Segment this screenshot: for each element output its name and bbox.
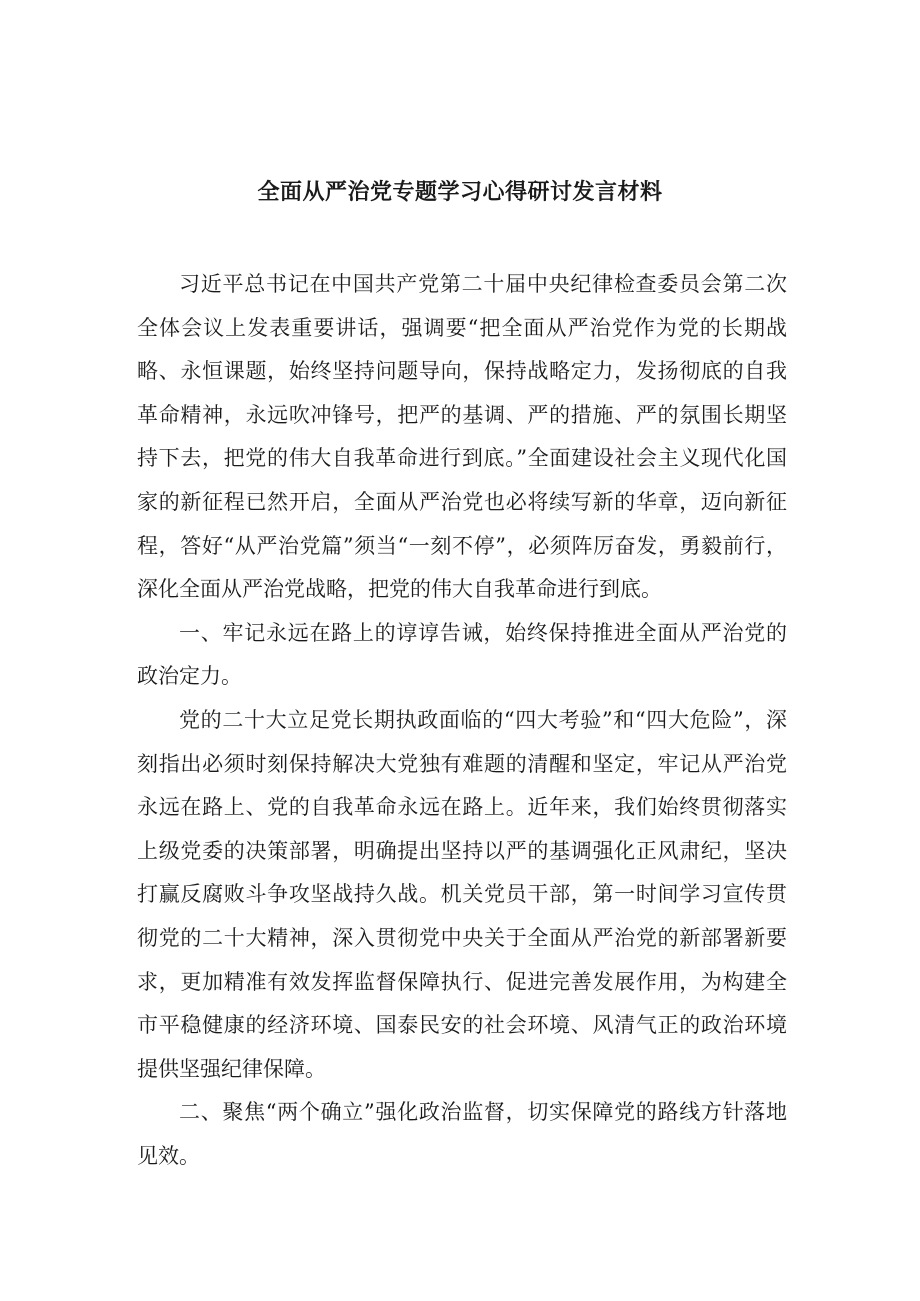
document-body	[137, 263, 787, 1178]
paragraph-section-one: 党的二十大立足党长期执政面临的“四大考验”和“四大危险”，深刻指出必须时刻保持解决大党独有难题的清醒和坚定，牢记从严治党永远在路上、党的自我革命永远在路上。近年来，我们始终贯彻落实上级党委的决策部署，明确提出坚持以严的基调强化正风肃纪，坚决打赢反腐败斗争攻坚战持久战。机关党员干部，第一时间学习宣传贯彻党的二十大精神，深入贯彻党中央关于全面从严治党的新部署新要求，更加精准有效发挥监督保障执行、促进完善发展作用，为构建全市平稳健康的经济环境、国泰民安的社会环境、风清气正的政治环境提供坚强纪律保障。	[137, 707, 787, 1081]
paragraph-heading-one: 一、牢记永远在路上的谆谆告诫，始终保持推进全面从严治党的政治定力。	[137, 620, 787, 689]
paragraph-heading-two: 二、聚焦“两个确立”强化政治监督，切实保障党的路线方针落地见效。	[137, 1100, 787, 1168]
document-title: 全面从严治党专题学习心得研讨发言材料	[257, 180, 663, 205]
paragraph-intro: 习近平总书记在中国共产党第二十届中央纪律检查委员会第二次全体会议上发表重要讲话，强调要“把全面从严治党作为党的长期战略、永恒课题，始终坚持问题导向，保持战略定力，发扬彻底的自我革命精神，永远吹冲锋号，把严的基调、严的措施、严的氛围长期坚持下去，把党的伟大自我革命进行到底。”全面建设社会主义现代化国家的新征程已然开启，全面从严治党也必将续写新的华章，迈向新征程，答好“从严治党篇”须当“一刻不停”，必须阵厉奋发，勇毅前行，深化全面从严治党战略，把党的伟大自我革命进行到底。	[137, 272, 787, 602]
